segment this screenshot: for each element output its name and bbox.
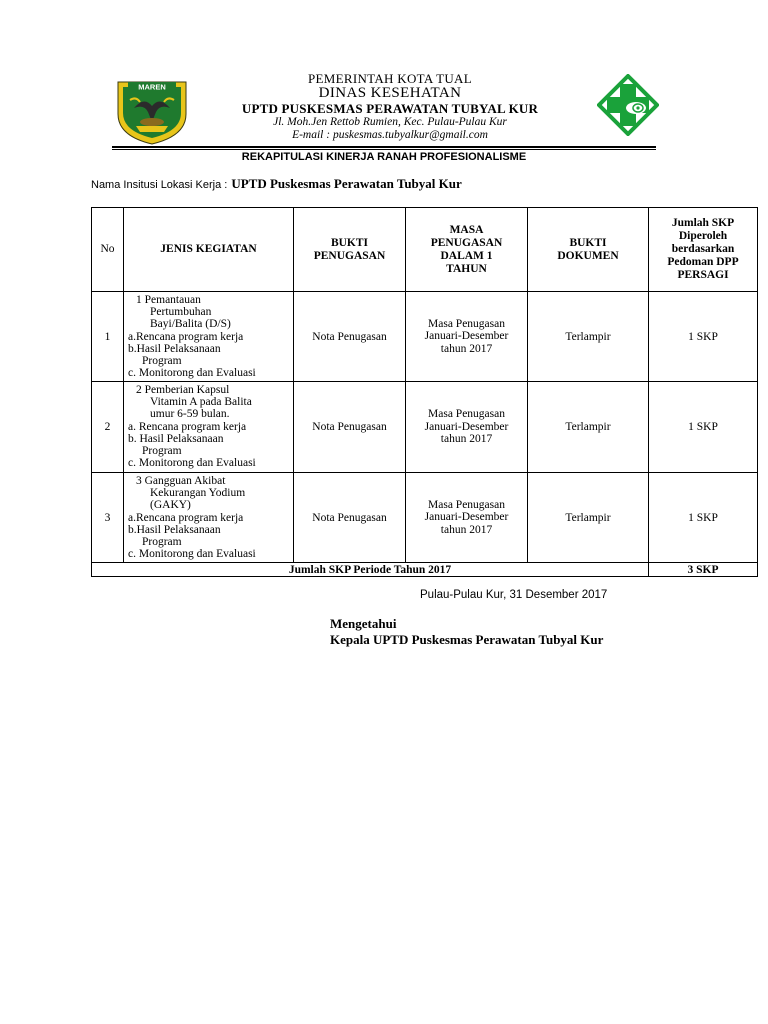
kegiatan-item-a: a. Rencana program kerja bbox=[128, 420, 247, 433]
kegiatan-title-3: umur 6-59 bulan. bbox=[150, 408, 230, 421]
row-skp: 1 SKP bbox=[649, 473, 758, 563]
table-row bbox=[92, 292, 758, 382]
row-masa bbox=[406, 292, 528, 382]
kegiatan-item-b: b.Hasil Pelaksanaan bbox=[128, 523, 221, 536]
institution-value: UPTD Puskesmas Perawatan Tubyal Kur bbox=[231, 176, 462, 191]
masa-line-3: tahun 2017 bbox=[440, 342, 493, 355]
institution-label: Nama Insitusi Lokasi Kerja : bbox=[91, 179, 228, 191]
kegiatan-item-b-2: Program bbox=[142, 355, 182, 368]
kegiatan-item-b-2: Program bbox=[142, 536, 182, 549]
institution-line bbox=[91, 177, 462, 192]
masa-line-1: Masa Penugasan bbox=[428, 498, 505, 511]
table-row bbox=[92, 382, 758, 473]
header-email: E-mail : puskesmas.tubyalkur@gmail.com bbox=[292, 129, 488, 141]
row-bukti-dokumen: Terlampir bbox=[528, 473, 649, 563]
mengetahui-label: Mengetahui bbox=[330, 616, 397, 631]
header-jenis-kegiatan: JENIS KEGIATAN bbox=[124, 208, 294, 292]
place-date: Pulau-Pulau Kur, 31 Desember 2017 bbox=[420, 589, 608, 601]
masa-line-2: Januari-Desember bbox=[424, 511, 509, 524]
masa-line-1: Masa Penugasan bbox=[428, 317, 505, 330]
document-title: REKAPITULASI KINERJA RANAH PROFESIONALISME bbox=[241, 151, 527, 163]
kegiatan-title-3: (GAKY) bbox=[150, 499, 191, 512]
masa-line-3: tahun 2017 bbox=[440, 433, 493, 446]
header-masa-text: MASA PENUGASAN DALAM 1 TAHUN bbox=[430, 223, 503, 275]
masa-line-1: Masa Penugasan bbox=[428, 408, 505, 421]
kegiatan-item-b-2: Program bbox=[142, 445, 182, 458]
row-masa bbox=[406, 382, 528, 473]
row-no: 3 bbox=[92, 473, 124, 563]
row-bukti-dokumen: Terlampir bbox=[528, 382, 649, 473]
performance-table bbox=[91, 207, 758, 577]
header-department: DINAS KESEHATAN bbox=[318, 85, 462, 101]
kegiatan-item-b: b. Hasil Pelaksanaan bbox=[128, 432, 224, 445]
header-unit: UPTD PUSKESMAS PERAWATAN TUBYAL KUR bbox=[241, 101, 539, 116]
row-skp: 1 SKP bbox=[649, 292, 758, 382]
header-bukti-dokumen-text: BUKTI DOKUMEN bbox=[557, 236, 619, 262]
row-kegiatan bbox=[124, 292, 294, 382]
header-bukti-penugasan bbox=[294, 208, 406, 292]
kepala-title: Kepala UPTD Puskesmas Perawatan Tubyal Kur bbox=[330, 632, 604, 647]
header-jumlah-text: Jumlah SKP Diperoleh berdasarkan Pedoman DPP PERSAGI bbox=[667, 217, 739, 281]
row-bukti-dokumen: Terlampir bbox=[528, 292, 649, 382]
masa-line-2: Januari-Desember bbox=[424, 330, 509, 343]
total-label: Jumlah SKP Periode Tahun 2017 bbox=[92, 563, 649, 577]
header-masa-penugasan bbox=[406, 208, 528, 292]
row-kegiatan bbox=[124, 382, 294, 473]
kegiatan-item-a: a.Rencana program kerja bbox=[128, 511, 244, 524]
kota-tual-emblem bbox=[114, 78, 190, 146]
emblem-text: MAREN bbox=[138, 82, 166, 92]
header-bukti-dokumen bbox=[528, 208, 649, 292]
total-value: 3 SKP bbox=[649, 563, 758, 577]
kegiatan-title: 3 Gangguan Akibat bbox=[136, 475, 226, 487]
table-row bbox=[92, 473, 758, 563]
header-rule-thin bbox=[112, 149, 656, 150]
kegiatan-title: 2 Pemberian Kapsul bbox=[136, 384, 230, 396]
kegiatan-title-3: Bayi/Balita (D/S) bbox=[150, 318, 231, 331]
puskesmas-logo bbox=[597, 74, 659, 136]
header-government: PEMERINTAH KOTA TUAL bbox=[307, 71, 472, 86]
kegiatan-item-b: b.Hasil Pelaksanaan bbox=[128, 342, 221, 355]
kegiatan-title: 1 Pemantauan bbox=[136, 294, 201, 306]
kegiatan-item-c: c. Monitorong dan Evaluasi bbox=[128, 457, 256, 470]
row-kegiatan bbox=[124, 473, 294, 563]
kegiatan-item-a: a.Rencana program kerja bbox=[128, 330, 244, 343]
kegiatan-item-c: c. Monitorong dan Evaluasi bbox=[128, 367, 256, 380]
header-no: No bbox=[92, 208, 124, 292]
header-rule-thick bbox=[112, 146, 656, 148]
row-no: 2 bbox=[92, 382, 124, 473]
row-bukti-penugasan: Nota Penugasan bbox=[294, 292, 406, 382]
total-row bbox=[92, 563, 758, 577]
row-skp: 1 SKP bbox=[649, 382, 758, 473]
row-bukti-penugasan: Nota Penugasan bbox=[294, 382, 406, 473]
row-masa bbox=[406, 473, 528, 563]
header-jumlah-skp bbox=[649, 208, 758, 292]
row-no: 1 bbox=[92, 292, 124, 382]
kegiatan-title-2: Kekurangan Yodium bbox=[150, 487, 246, 500]
row-bukti-penugasan: Nota Penugasan bbox=[294, 473, 406, 563]
masa-line-2: Januari-Desember bbox=[424, 420, 509, 433]
header-address: Jl. Moh.Jen Rettob Rumien, Kec. Pulau-Pulau Kur bbox=[273, 116, 507, 128]
table-header-row bbox=[92, 208, 758, 292]
kegiatan-item-c: c. Monitorong dan Evaluasi bbox=[128, 548, 256, 561]
kegiatan-title-2: Pertumbuhan bbox=[150, 306, 212, 319]
masa-line-3: tahun 2017 bbox=[440, 523, 493, 536]
kegiatan-title-2: Vitamin A pada Balita bbox=[150, 396, 252, 409]
header-bukti-penugasan-text: BUKTI PENUGASAN bbox=[313, 236, 386, 262]
